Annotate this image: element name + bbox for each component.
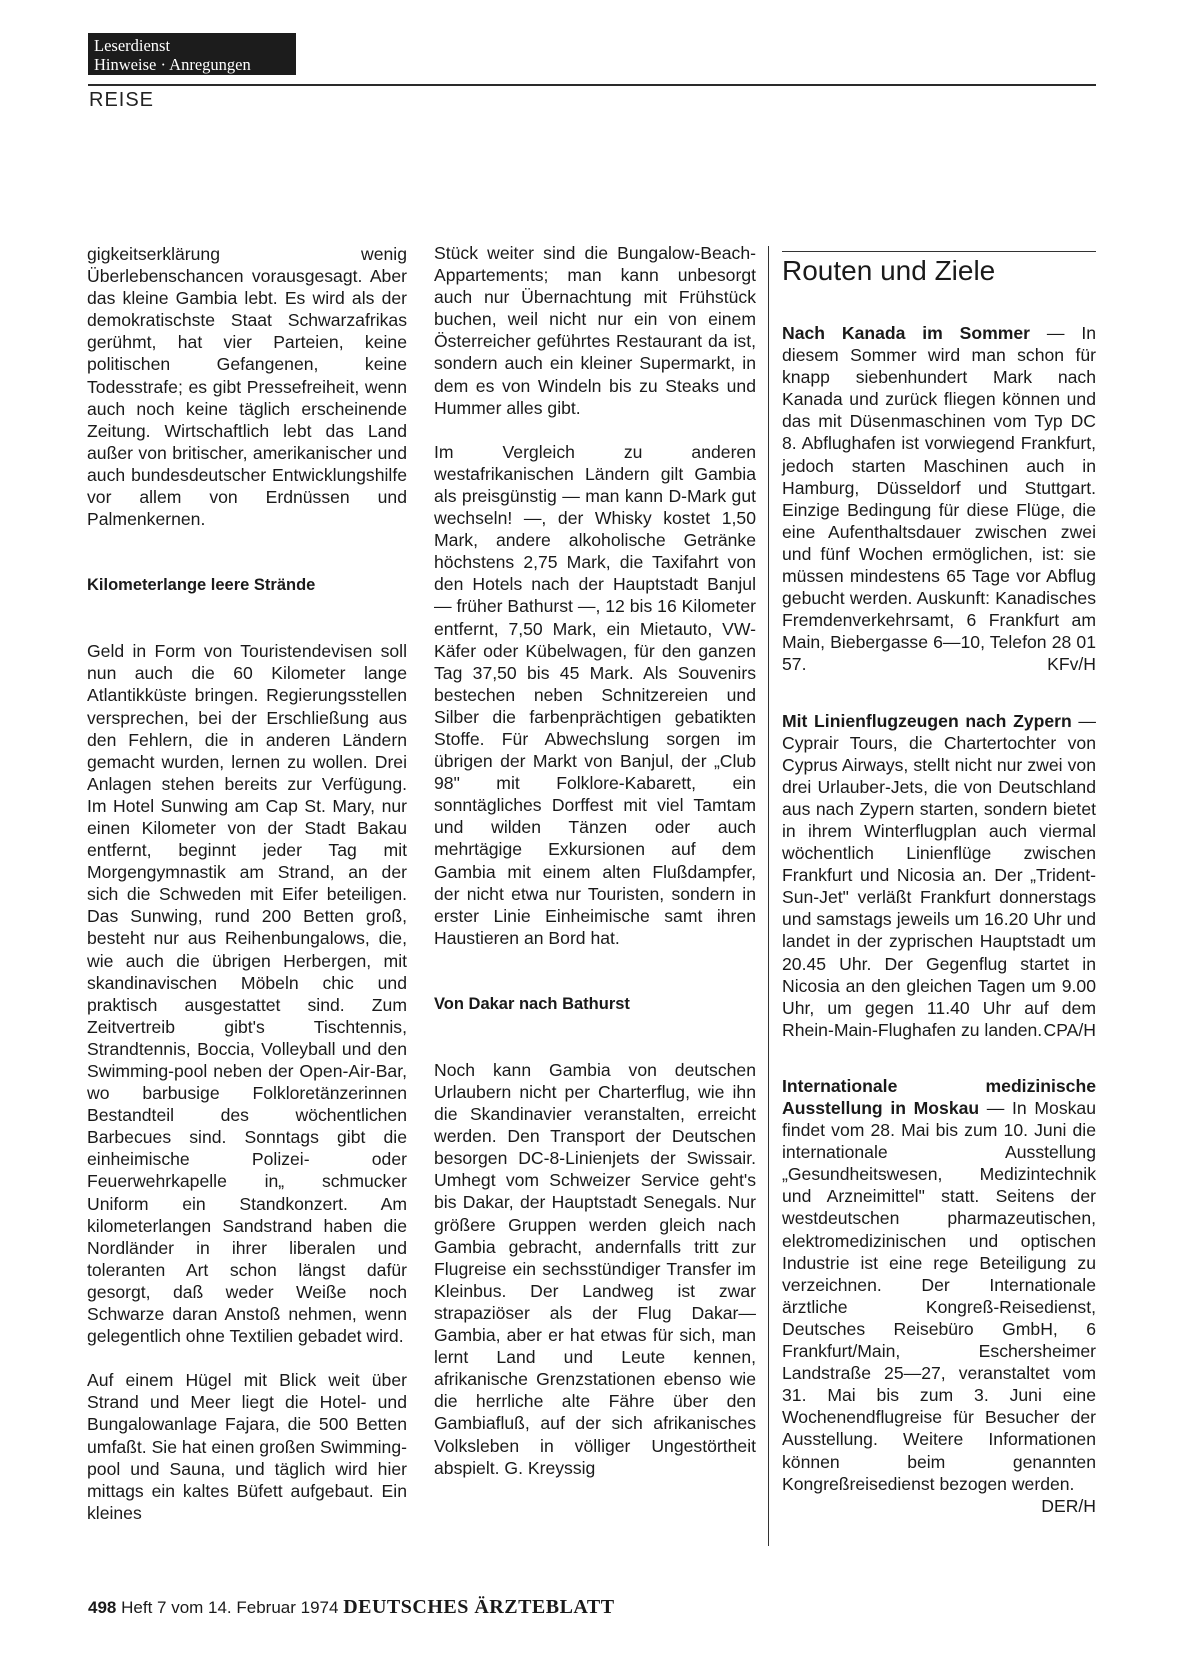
travel-item-head: Mit Linienflugzeugen nach Zypern bbox=[782, 710, 1072, 731]
travel-item bbox=[782, 322, 1096, 676]
travel-item-head: Internationale medizinische Ausstellung in Moskau bbox=[782, 1075, 1096, 1118]
travel-item bbox=[782, 1075, 1096, 1516]
column-middle bbox=[434, 242, 756, 1479]
subheading: Von Dakar nach Bathurst bbox=[434, 994, 630, 1013]
header-badge-line1: Leserdienst bbox=[94, 36, 171, 55]
header-badge-line2: Hinweise · Anregungen bbox=[94, 55, 251, 74]
travel-item-body: — In diesem Sommer wird man schon für knapp siebenhundert Mark nach Kanada und zurück fliegen können und das mit Düsenmaschinen vom Typ DC 8. Abflughafen ist vorwiegend Frankfurt, jedoch starten Maschinen auch in Hamburg, Düsseldorf und Stuttgart. Einzige Bedingung für diese Flüge, die eine Aufenthaltsdauer zwischen zwei und fünf Wochen ermöglichen, ist: sie müssen mindestens 65 Tage vor Abflug gebucht werden. Auskunft: Kanadisches Fremdenverkehrsamt, 6 Frankfurt am Main, Biebergasse 6—10, Telefon 28 01 57. bbox=[782, 323, 1096, 675]
header-badge bbox=[88, 33, 296, 75]
column-divider bbox=[768, 246, 769, 1546]
paragraph: gigkeitserklärung wenig Überlebenschancen vorausgesagt. Aber das kleine Gambia lebt. Es wird als der demokratischste Staat Schwarzafrikas gerühmt, hat vier Parteien, keine politischen Gefangenen, keine Todesstrafe; es gibt Pressefreiheit, wenn auch noch keine täglich erscheinende Zeitung. Wirtschaftlich lebt das Land außer von britischer, amerikanischer und auch bundesdeutscher Entwicklungshilfe vor allem von Erdnüssen und Palmenkernen. bbox=[87, 244, 407, 530]
travel-item-body: — In Moskau findet vom 28. Mai bis zum 10. Juni die internationale Ausstellung „Gesundheitswesen, Medizintechnik und Arzneimittel" statt. Seitens der westdeutschen pharmazeutischen, elektromedizinischen und optischen Industrie ist eine rege Beteiligung zu verzeichnen. Der Internationale ärztliche Kongreß-Reisedienst, Deutsches Reisebüro GmbH, 6 Frankfurt/Main, Eschersheimer Landstraße 25—27, veranstaltet vom 31. Mai bis zum 3. Juni eine Wochenendflugreise für Besucher der Ausstellung. Weitere Informationen können beim genannten Kongreßreisedienst bezogen werden. bbox=[782, 1098, 1096, 1494]
subheading: Kilometerlange leere Strände bbox=[87, 576, 316, 595]
paragraph: Auf einem Hügel mit Blick weit über Strand und Meer liegt die Hotel- und Bungalowanlage Fajara, die 500 Betten umfaßt. Sie hat einen großen Swimming-pool und Sauna, und täglich wird hier mittags ein kaltes Büfett aufgebaut. Ein kleines bbox=[87, 1370, 407, 1523]
journal-name: DEUTSCHES ÄRZTEBLATT bbox=[343, 1596, 615, 1618]
paragraph: Stück weiter sind die Bungalow-Beach-Appartements; man kann unbesorgt auch nur Übernachtung mit Frühstück buchen, weil nicht nur ein von einem Österreicher geführtes Restaurant da ist, sondern auch ein kleiner Supermarkt, in dem es von Windeln bis zu Steaks und Hummer alles gibt. bbox=[434, 243, 756, 418]
page-number: 498 bbox=[88, 1598, 117, 1617]
header-rule bbox=[88, 84, 1096, 86]
section-label: REISE bbox=[89, 89, 155, 111]
paragraph: Geld in Form von Touristendevisen soll nun auch die 60 Kilometer lange Atlantikküste bringen. Regierungsstellen versprechen, bei der Erschließung aus den Fehlern, die in anderen Ländern gemacht wurden, lernen zu wollen. Drei Anlagen stehen bereits zur Verfügung. Im Hotel Sunwing am Cap St. Mary, nur einen Kilometer von der Stadt Bakau entfernt, beginnt jeder Tag mit Morgengymnastik am Strand, an der sich die Schweden mit Eifer beteiligen. Das Sunwing, rund 200 Betten groß, besteht nur aus Reihenbungalows, die, wie auch die übrigen Herbergen, mit skandinavischen Möbeln chic und praktisch ausgestattet sind. Zum Zeitvertreib gibt's Tischtennis, Strandtennis, Boccia, Volleyball und den Swimming-pool neben der Open-Air-Bar, wo barbusige Folkloretänzerinnen Bestandteil des wöchentlichen Barbecues sind. Sonntags gibt die einheimische Polizei- oder Feuerwehrkapelle in„ schmucker Uniform ein Standkonzert. Am kilometerlangen Sandstrand haben die Nordländer in ihrer liberalen und toleranten Art schon längst dafür gesorgt, daß weder Weiße noch Schwarze daran Anstoß nehmen, wenn gelegentlich ohne Textilien gebadet wird. bbox=[87, 641, 407, 1347]
travel-item-head: Nach Kanada im Sommer bbox=[782, 323, 1031, 343]
column-right-box bbox=[782, 251, 1096, 1517]
paragraph: Im Vergleich zu anderen westafrikanischen Ländern gilt Gambia als preisgünstig — man kann D-Mark gut wechseln! —, der Whisky kostet 1,50 Mark, andere alkoholische Getränke höchstens 2,75 Mark, die Taxifahrt von den Hotels nach der Hauptstadt Banjul — früher Bathurst —, 12 bis 16 Kilometer entfernt, 7,50 Mark, ein Mietauto, VW-Käfer oder Kübelwagen, für den ganzen Tag 37,50 bis 45 Mark. Als Souvenirs bestechen neben Schnitzereien und Silber die farbenprächtigen gebatikten Stoffe. Für Abwechslung sorgen im übrigen der Markt von Banjul, der „Club 98" mit Folklore-Kabarett, ein sonntägliches Dorffest mit viel Tamtam und wilden Tänzen oder auch mehrtägige Exkursionen auf dem Gambia mit einem alten Flußdampfer, der nicht etwa nur Touristen, sondern in erster Linie Einheimische samt ihren Haustieren an Bord hat. bbox=[434, 441, 756, 948]
travel-item-body: — Cyprair Tours, die Chartertochter von Cyprus Airways, stellt nicht nur zwei von drei Urlauber-Jets, die von Deutschland aus nach Zypern starten, sondern bietet in ihrem Winterflugplan auch viermal wöchentlich Linienflüge zwischen Frankfurt und Nicosia an. Der „Trident-Sun-Jet" verläßt Frankfurt donnerstags und samstags jeweils um 16.20 Uhr und landet in der zyprischen Hauptstadt um 20.45 Uhr. Der Gegenflug startet in Nicosia an den gleichen Tagen um 9.00 Uhr, um gegen 11.40 Uhr auf dem Rhein-Main-Flughafen zu landen. bbox=[782, 710, 1096, 1040]
column-left bbox=[87, 243, 407, 1524]
page-footer bbox=[88, 1596, 615, 1619]
box-title: Routen und Ziele bbox=[782, 255, 996, 286]
travel-item bbox=[782, 710, 1096, 1041]
travel-item-signature: DER/H bbox=[1041, 1495, 1096, 1516]
issue-info: Heft 7 vom 14. Februar 1974 bbox=[121, 1598, 339, 1617]
travel-item-signature: CPA/H bbox=[1043, 1019, 1096, 1040]
travel-item-signature: KFv/H bbox=[1047, 654, 1096, 675]
box-top-rule bbox=[782, 251, 1096, 252]
paragraph: Noch kann Gambia von deutschen Urlaubern nicht per Charterflug, wie ihn die Skandinavier veranstalten, erreicht werden. Den Transport der Deutschen besorgen DC-8-Linienjets der Swissair. Umhegt vom Schweizer Service geht's bis Dakar, der Hauptstadt Senegals. Nur größere Gruppen werden gleich nach Gambia gebracht, andernfalls tritt zur Flugreise ein sechsstündiger Transfer im Kleinbus. Der Landweg ist zwar strapaziöser als der Flug Dakar—Gambia, aber er hat etwas für sich, man lernt Land und Leute kennen, afrikanische Grenzstationen ebenso wie die herrliche alte Fähre über den Gambiafluß, auf der sich afrikanisches Volksleben in völliger Ungestörtheit abspielt. G. Kreyssig bbox=[434, 1059, 756, 1478]
